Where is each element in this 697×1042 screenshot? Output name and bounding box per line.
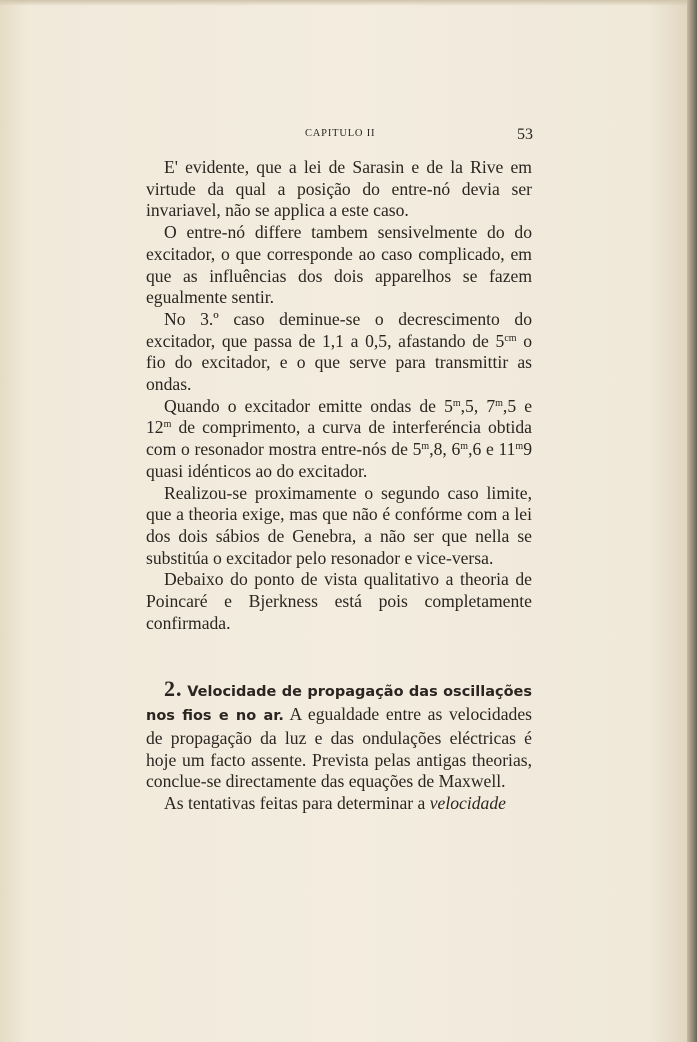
- page-right-edge: [687, 0, 697, 1042]
- section-gap: [146, 634, 532, 678]
- paragraph-6: Debaixo do ponto de vista qualitativo a theoria de Poincaré e Bjerkness está pois completamente confirmada.: [146, 569, 532, 633]
- italic-word: velocidade: [429, 792, 506, 813]
- running-head: CAPITULO II: [305, 128, 376, 139]
- paragraph-2: O entre-nó differe tambem sensivelmente do do excitador, o que corresponde ao caso complicado, em que as influências dos dois apparelhos se fazem egualmente sentir.: [146, 222, 532, 308]
- page-number: 53: [517, 126, 533, 143]
- paragraph-8: As tentativas feitas para determinar a velocidade: [164, 792, 506, 813]
- section-body: A egualdade entre as velocidades de propagação da luz e das ondulações eléctricas é hoje um facto assente. Prevista pelas antigas theorias, conclue-se directamente das equações de Maxwell.: [146, 704, 532, 792]
- section-title: Velocidade de propagação das oscillações nos fios e no ar.: [146, 684, 533, 725]
- paragraph-1: E' evidente, que a lei de Sarasin e de la Rive em virtude da qual a posição do entre-nó devia ser invariavel, não se applica a este caso.: [146, 157, 532, 221]
- paragraph-3: No 3.º caso deminue-se o decrescimento do excitador, que passa de 1,1 a 0,5, afastando de $5^{cm}$ o fio do excitador, e o que serve para transmittir as ondas.: [146, 308, 532, 395]
- paragraph-5: Realizou-se proximamente o segundo caso limite, que a theoria exige, mas que não é confórme com a lei dos dois sábios de Genebra, a não ser que nella se substitúa o excitador pelo resonador e vice-versa.: [146, 482, 532, 568]
- body-text: [146, 157, 532, 815]
- paragraph-4: Quando o excitador emitte ondas de 5$^m$,5, 7$^m$,5 e 12$^m$ de comprimento, a curva de interferéncia obtida com o resonador mostra entre-nós de 5$^m$,8, 6$^m$,6 e 11$^m$9 quasi idénticos ao do excitador.: [146, 395, 533, 481]
- section-paragraph: [146, 678, 532, 793]
- unit-superscript: cm: [504, 332, 517, 344]
- section-number: 2.: [164, 676, 183, 702]
- page-header: [0, 126, 697, 146]
- page-top-edge: [0, 0, 697, 6]
